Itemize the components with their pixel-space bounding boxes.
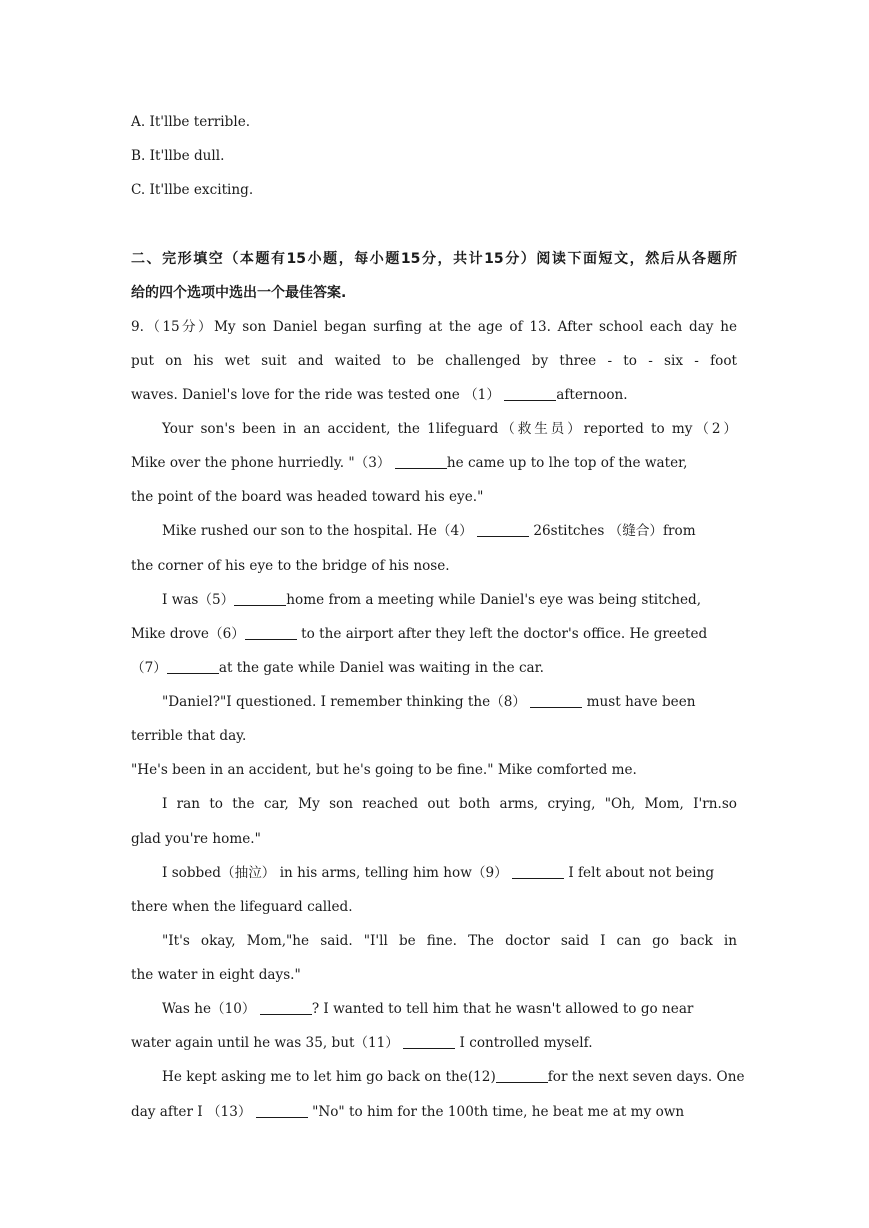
passage-line: "It's okay, Mom,"he said. "I'll be fine. The doctor said I can go back in	[162, 933, 737, 949]
section-heading-line-2: 给的四个选项中选出一个最佳答案.	[131, 285, 347, 301]
passage-line: Mike rushed our son to the hospital. He（4） 26stitches （缝合）from	[162, 523, 696, 539]
passage-line: I sobbed（抽泣） in his arms, telling him how（9） I felt about not being	[162, 865, 715, 881]
blank-5	[234, 591, 286, 606]
blank-12	[496, 1068, 548, 1083]
passage-line: put on his wet suit and waited to be challenged by three - to - six - foot	[131, 353, 737, 369]
passage-line: the corner of his eye to the bridge of his nose.	[131, 558, 450, 574]
blank-10	[260, 1000, 312, 1015]
section-heading-line-1: 二、完形填空（本题有15小题，每小题15分，共计15分）阅读下面短文，然后从各题所	[131, 251, 737, 267]
blank-6	[245, 625, 297, 640]
passage-line: Your son's been in an accident, the 1lifeguard（救生员）reported to my（2）	[162, 421, 737, 437]
passage-line: （7） at the gate while Daniel was waiting in the car.	[131, 660, 544, 676]
passage-line: Was he（10） ? I wanted to tell him that he wasn't allowed to go near	[162, 1001, 694, 1017]
blank-1	[504, 386, 556, 401]
passage-line: there when the lifeguard called.	[131, 899, 353, 915]
blank-9	[512, 864, 564, 879]
passage-line: Mike over the phone hurriedly. "（3） he came up to lhe top of the water,	[131, 455, 688, 471]
passage-line: "He's been in an accident, but he's going to be fine." Mike comforted me.	[131, 762, 637, 778]
blank-13	[256, 1103, 308, 1118]
passage-line: glad you're home."	[131, 831, 261, 847]
blank-11	[403, 1034, 455, 1049]
passage-line: "Daniel?"I questioned. I remember thinking the（8） must have been	[162, 694, 696, 710]
passage-line: terrible that day.	[131, 728, 247, 744]
passage-line: Mike drove（6） to the airport after they left the doctor's office. He greeted	[131, 626, 708, 642]
passage-line: water again until he was 35, but（11） I controlled myself.	[131, 1035, 593, 1051]
blank-3	[395, 454, 447, 469]
passage-line: I was（5） home from a meeting while Daniel's eye was being stitched,	[162, 592, 702, 608]
option-c: C. It'llbe exciting.	[131, 182, 254, 198]
option-a: A. It'llbe terrible.	[131, 114, 251, 130]
blank-4	[477, 522, 529, 537]
passage-line: the water in eight days."	[131, 967, 301, 983]
option-b: B. It'llbe dull.	[131, 148, 225, 164]
passage-line: He kept asking me to let him go back on the(12) for the next seven days. One	[162, 1069, 745, 1085]
blank-8	[530, 693, 582, 708]
passage-line: 9.（15分）My son Daniel began surfing at the age of 13. After school each day he	[131, 319, 737, 335]
passage-line: I ran to the car, My son reached out both arms, crying, "Oh, Mom, I'rn.so	[162, 796, 737, 812]
passage-line: waves. Daniel's love for the ride was tested one （1） afternoon.	[131, 387, 628, 403]
passage-line: the point of the board was headed toward his eye."	[131, 489, 484, 505]
blank-7	[167, 659, 219, 674]
passage-line: day after I （13） "No" to him for the 100th time, he beat me at my own	[131, 1104, 685, 1120]
